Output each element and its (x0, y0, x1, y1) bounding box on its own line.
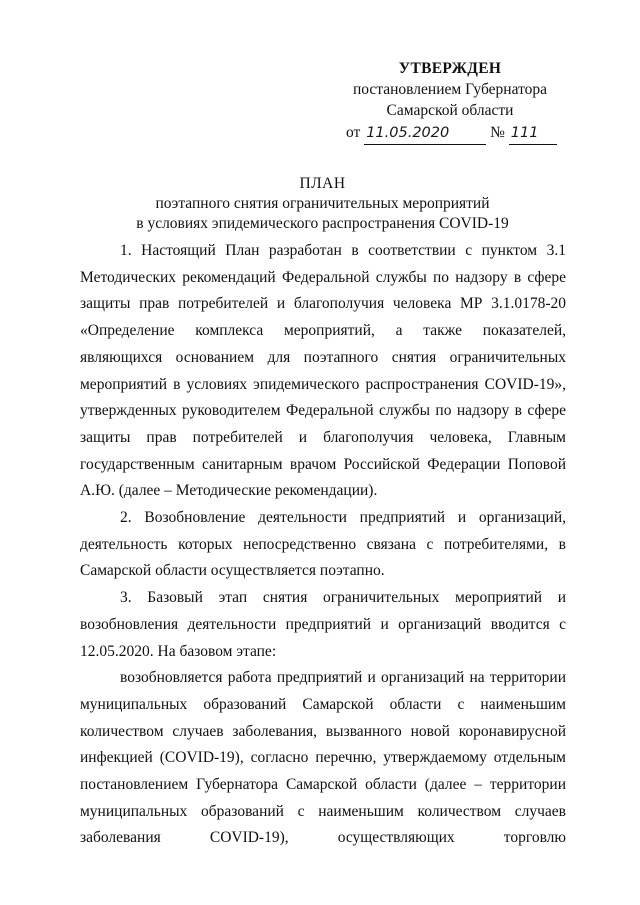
approval-line-1: постановлением Губернатора (352, 81, 548, 98)
approval-date-line (330, 122, 570, 145)
title-subtitle-line-2: в условиях эпидемического распространения COVID-19 (136, 215, 509, 232)
document-body (80, 238, 566, 852)
approval-line-2: Самарской области (386, 102, 514, 119)
number-prefix: № (490, 124, 505, 141)
paragraph-2: 2. Возобновление деятельности предприятий и организаций, деятельность которых непосредственно связана с потребителями, в Самарской области осуществляется поэтапно. (80, 509, 566, 580)
handwritten-number: 111 (509, 123, 557, 145)
date-prefix: от (346, 124, 361, 141)
handwritten-date: 11.05.2020 (364, 123, 486, 145)
paragraph-4: возобновляется работа предприятий и организаций на территории муниципальных образований Самарской области с наименьшим количеством случаев заболевания, вызванного новой коронавирусной инфекцией (COVID-19), согласно перечню, утверждаемому отдельным постановлением Губернатора Самарской области (далее – территории муниципальных образований с наименьшим количеством случаев заболевания COVID-19), осуществляющих торговлю (80, 669, 566, 847)
approval-stamp (330, 58, 570, 145)
paragraph-3: 3. Базовый этап снятия ограничительных мероприятий и возобновления деятельности предприятий и организаций вводится с 12.05.2020. На базовом этапе: (80, 589, 566, 660)
title-heading: ПЛАН (299, 175, 346, 192)
title-subtitle-line-1: поэтапного снятия ограничительных мероприятий (155, 195, 490, 212)
approval-heading: УТВЕРЖДЕН (398, 60, 502, 77)
paragraph-1: 1. Настоящий План разработан в соответствии с пунктом 3.1 Методических рекомендаций Федеральной службы по надзору в сфере защиты прав потребителей и благополучия человека МР 3.1.0178-20 «Определение комплекса мероприятий, а также показателей, являющихся основанием для поэтапного снятия ограничительных мероприятий в условиях эпидемического распространения COVID-19», утвержденных руководителем Федеральной службы по надзору в сфере защиты прав потребителей и благополучия человека, Главным государственным санитарным врачом Российской Федерации Поповой А.Ю. (далее – Методические рекомендации). (80, 242, 566, 500)
document-title (80, 174, 565, 234)
